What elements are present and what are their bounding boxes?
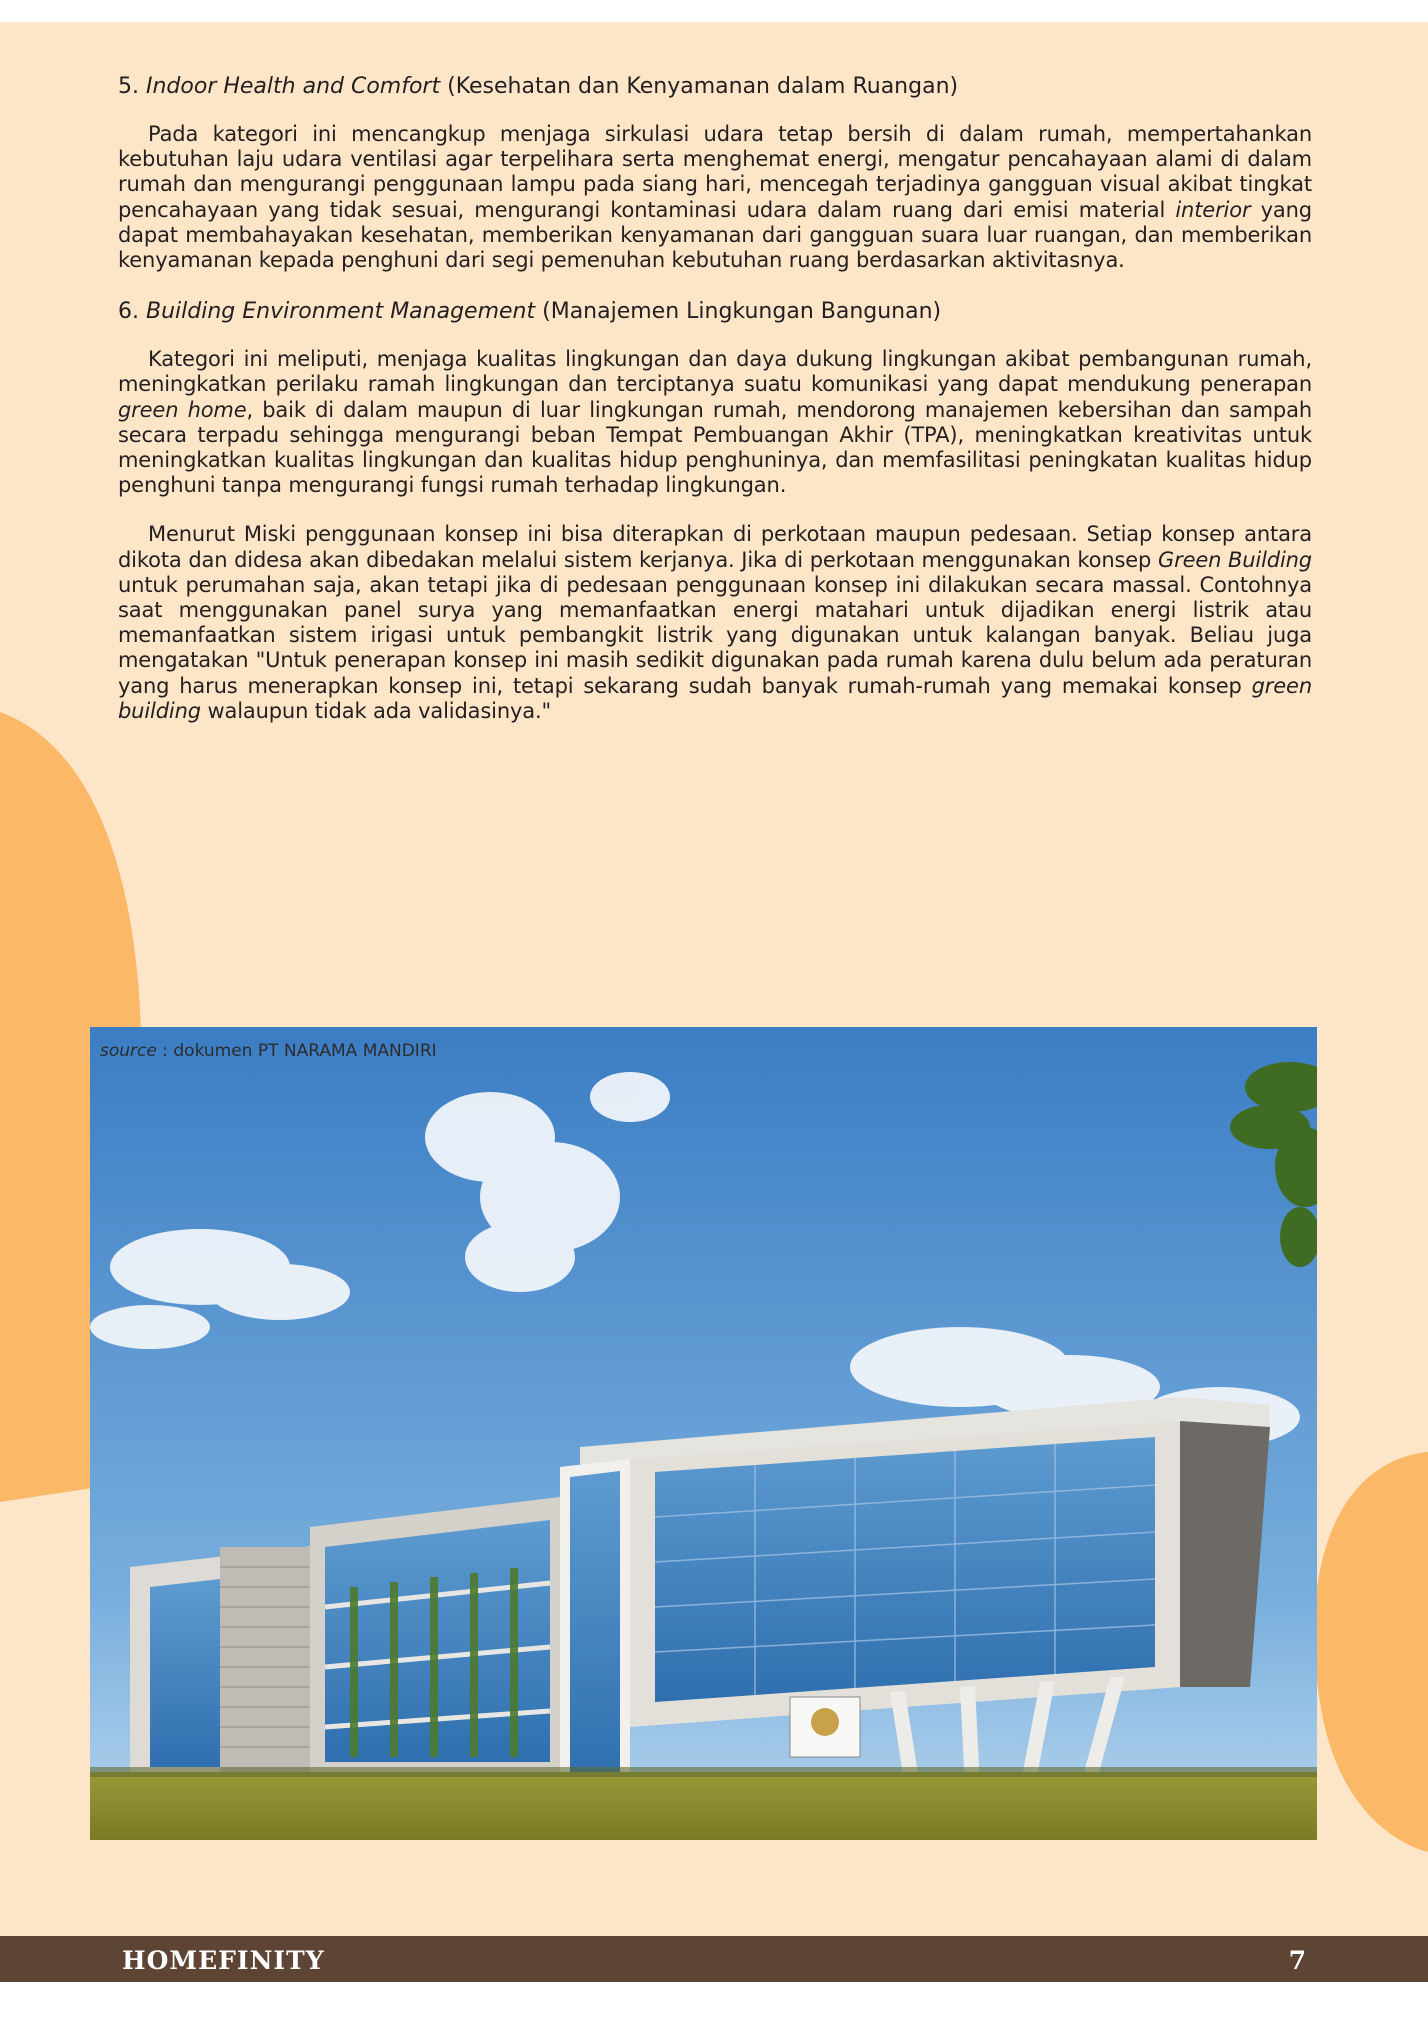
magazine-brand: HOMEFINITY bbox=[122, 1946, 325, 1975]
section-6-heading bbox=[118, 297, 1312, 327]
page-number: 7 bbox=[1288, 1946, 1306, 1975]
caption-label: source bbox=[100, 1041, 157, 1061]
section-5-title-en: Indoor Health and Comfort bbox=[146, 74, 441, 99]
photo-caption bbox=[100, 1041, 437, 1061]
section-5-paragraph: Pada kategori ini mencangkup menjaga sirkulasi udara tetap bersih di dalam rumah, mempertahankan kebutuhan laju udara ventilasi agar terpelihara serta menghemat energi, mengatur pencahayaan alami di dalam rumah dan mengurangi penggunaan lampu pada siang hari, mencegah terjadinya gangguan visual akibat tingkat pencahayaan yang tidak sesuai, mengurangi kontaminasi udara dalam ruang dari emisi material interior yang dapat membahayakan kesehatan, memberikan kenyamanan dari gangguan suara luar ruangan, dan memberikan kenyamanan kepada penghuni dari segi pemenuhan kebutuhan ruang berdasarkan aktivitasnya. bbox=[118, 122, 1312, 273]
page bbox=[0, 22, 1428, 1982]
article-body bbox=[118, 72, 1312, 748]
caption-text: dokumen PT NARAMA MANDIRI bbox=[173, 1041, 437, 1061]
section-5-title-id: (Kesehatan dan Kenyamanan dalam Ruangan) bbox=[447, 74, 959, 99]
glass-curtain-wall bbox=[655, 1437, 1155, 1702]
section-5-heading bbox=[118, 72, 1312, 102]
section-5-number: 5. bbox=[118, 74, 139, 99]
section-6-number: 6. bbox=[118, 299, 139, 325]
miski-paragraph: Menurut Miski penggunaan konsep ini bisa diterapkan di perkotaan maupun pedesaan. Setiap konsep antara dikota dan didesa akan dibedakan melalui sistem kerjanya. Jika di perkotaan menggunakan konsep Green Building untuk perumahan saja, akan tetapi jika di pedesaan penggunaan konsep ini dilakukan secara massal. Contohnya saat menggunakan panel surya yang memanfaatkan energi matahari untuk dijadikan energi listrik atau memanfaatkan sistem irigasi untuk pembangkit listrik yang digunakan untuk kalangan banyak. Beliau juga mengatakan "Untuk penerapan konsep ini masih sedikit digunakan pada rumah karena dulu belum ada peraturan yang harus menerapkan konsep ini, tetapi sekarang sudah banyak rumah-rumah yang memakai konsep green building walaupun tidak ada validasinya." bbox=[118, 522, 1312, 723]
right-orange-blob bbox=[1314, 1452, 1428, 1852]
section-6-title-id: (Manajemen Lingkungan Bangunan) bbox=[542, 299, 942, 325]
footer-bar bbox=[0, 1936, 1428, 1982]
section-6-paragraph: Kategori ini meliputi, menjaga kualitas lingkungan dan daya dukung lingkungan akibat pembangunan rumah, meningkatkan perilaku ramah lingkungan dan terciptanya suatu komunikasi yang dapat mendukung penerapan green home, baik di dalam maupun di luar lingkungan rumah, mendorong manajemen kebersihan dan sampah secara terpadu sehingga mengurangi beban Tempat Pembuangan Akhir (TPA), meningkatkan kreativitas untuk meningkatkan kualitas lingkungan dan kualitas hidup penghuninya, dan memfasilitasi peningkatan kualitas hidup penghuni tanpa mengurangi fungsi rumah terhadap lingkungan. bbox=[118, 347, 1312, 498]
lawn bbox=[90, 1772, 1317, 1840]
building-illustration bbox=[90, 1027, 1317, 1840]
section-6-title-en: Building Environment Management bbox=[146, 299, 536, 325]
grille-panel bbox=[220, 1547, 310, 1777]
building-photo bbox=[90, 1027, 1317, 1840]
caption-separator: : bbox=[156, 1041, 174, 1061]
